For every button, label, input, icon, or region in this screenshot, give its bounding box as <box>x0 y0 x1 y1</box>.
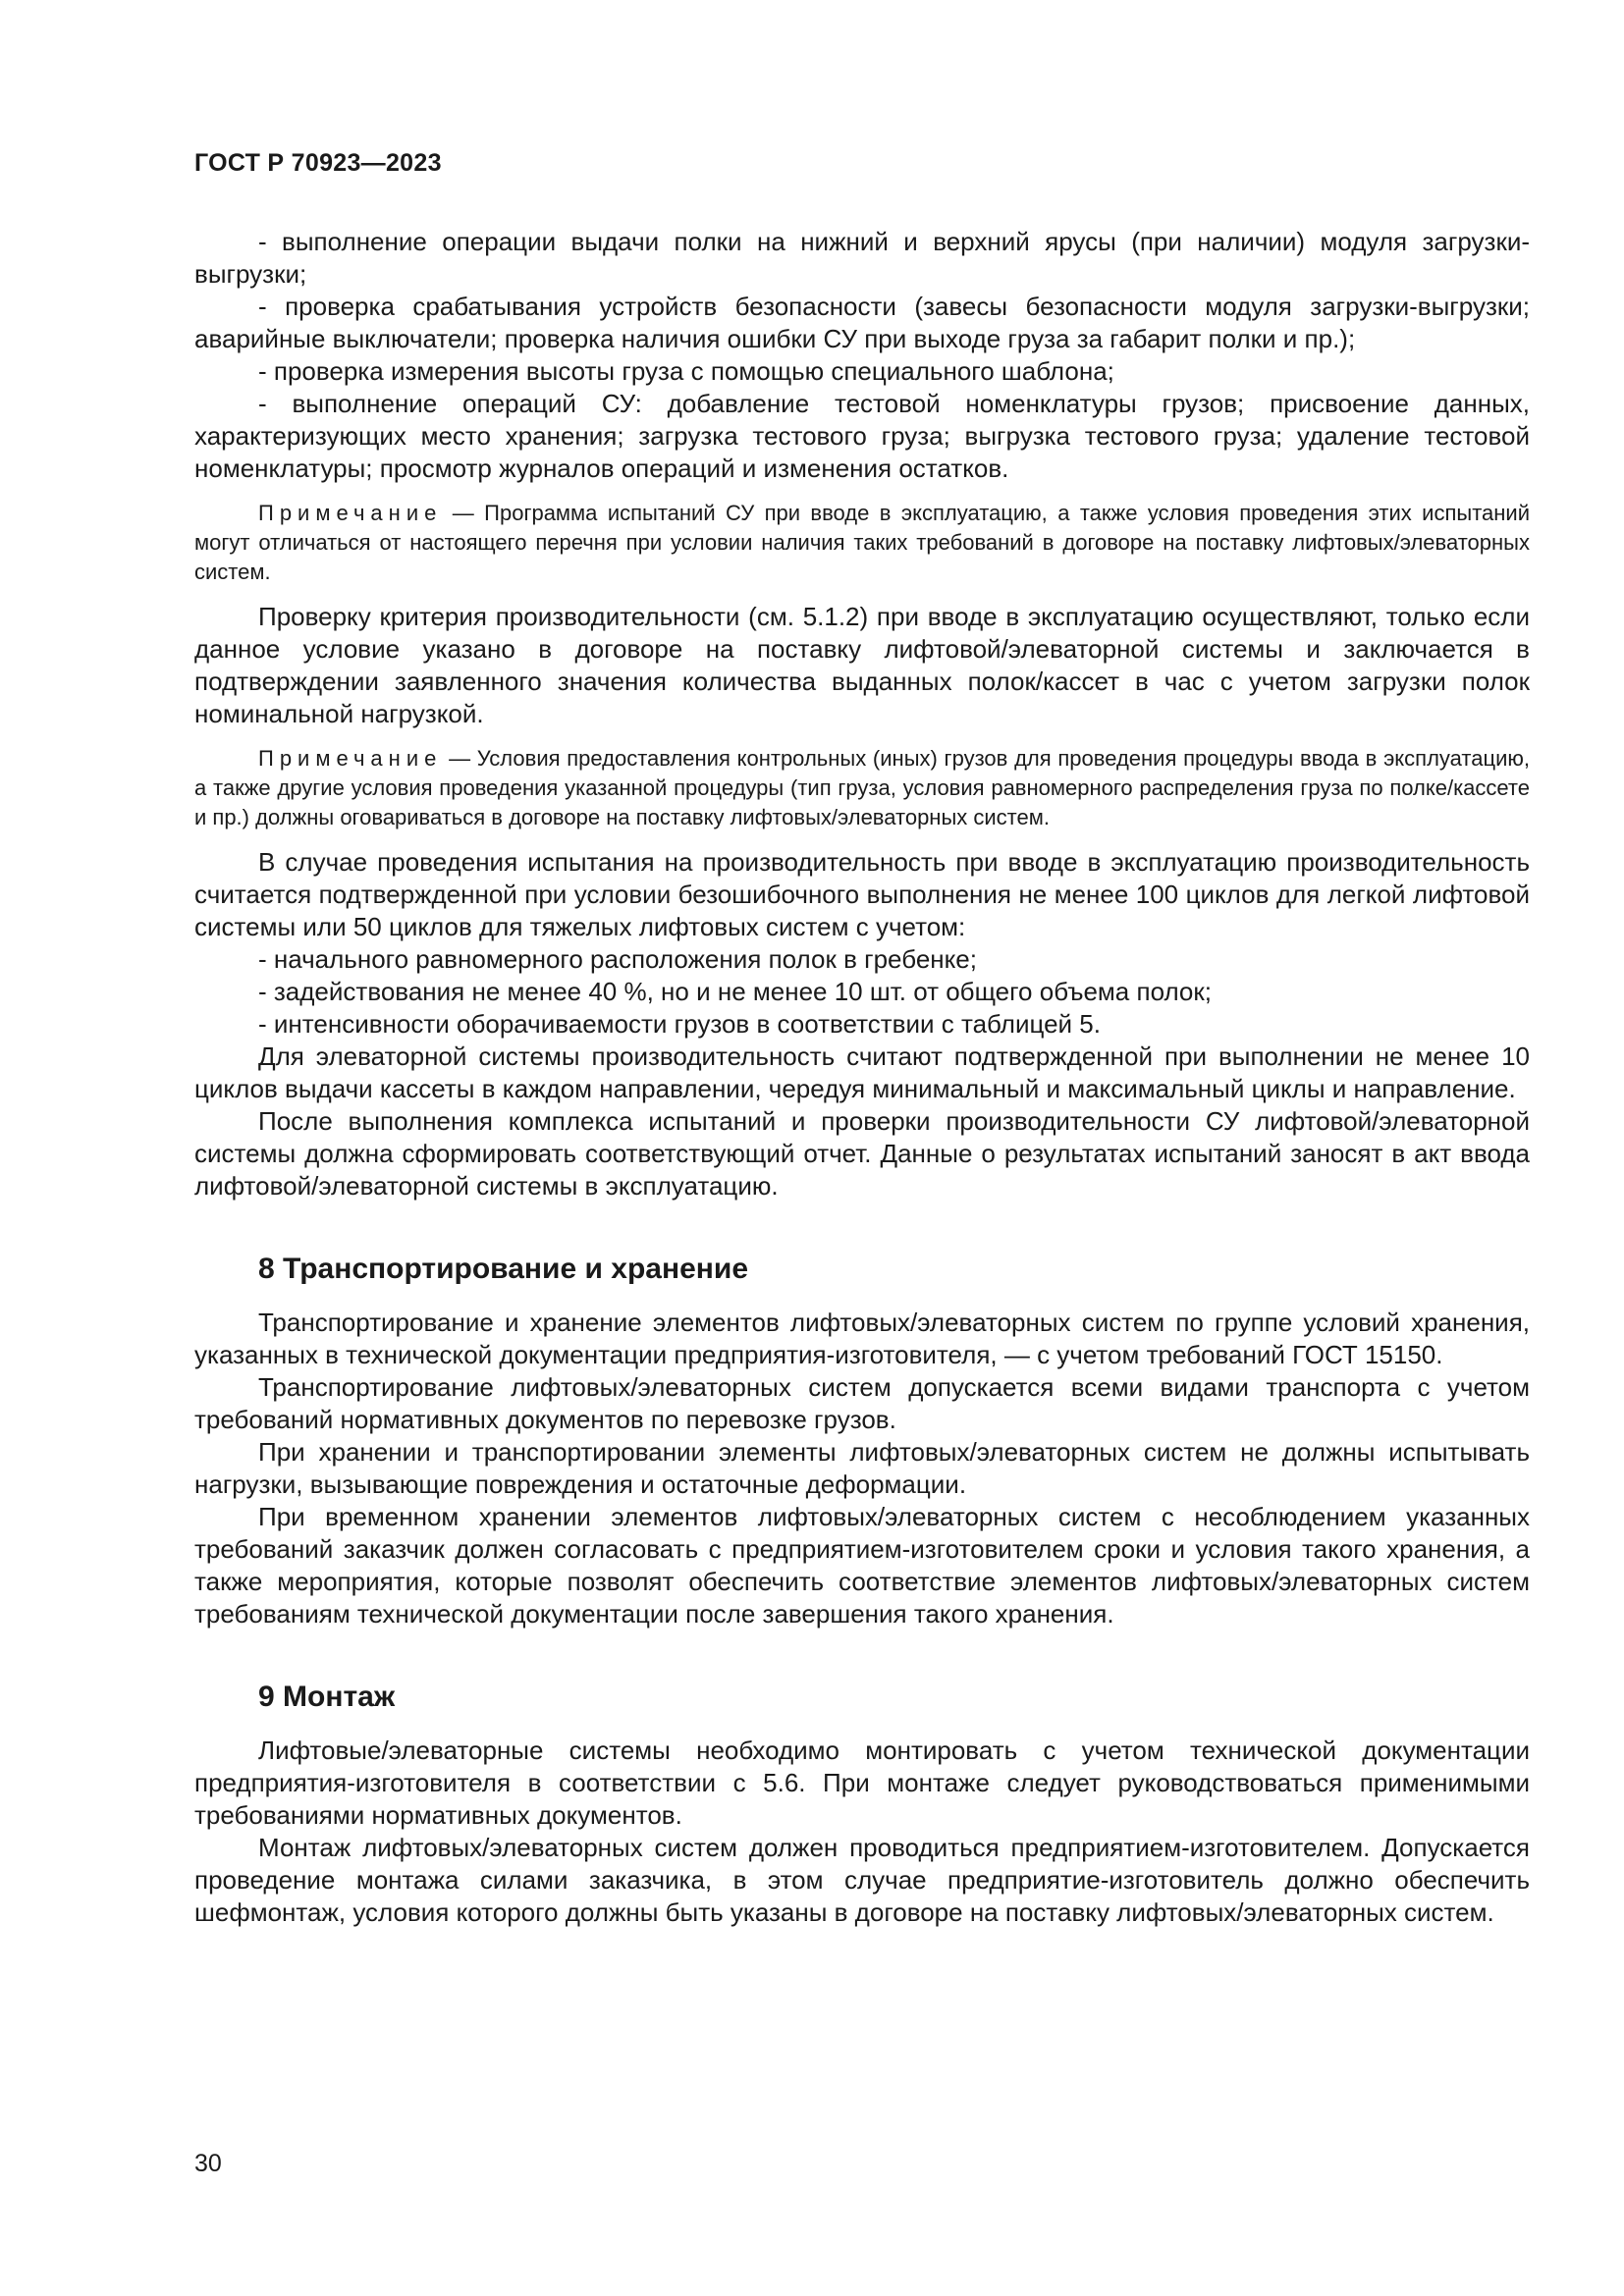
list-item: - проверка измерения высоты груза с помощью специального шаблона; <box>258 356 1114 386</box>
paragraph: При хранении и транспортировании элементы лифтовых/элеваторных систем не должны испытывать нагрузки, вызывающие повреждения и остаточные деформации. <box>194 1437 1530 1499</box>
document-body <box>194 226 1530 1929</box>
note-text: — Условия предоставления контрольных (иных) грузов для проведения процедуры ввода в эксплуатацию, а также другие условия проведения указанной процедуры (тип груза, условия равномерного распределения груза по полке/кассете и пр.) должны оговариваться в договоре на поставку лифтовых/элеваторных систем. <box>194 746 1530 829</box>
note-paragraph <box>194 499 1530 587</box>
list-item: - начального равномерного расположения полок в гребенке; <box>258 944 977 974</box>
list-item: - выполнение операции выдачи полки на нижний и верхний ярусы (при наличии) модуля загрузки-выгрузки; <box>194 227 1530 289</box>
section-title: 8 Транспортирование и хранение <box>258 1253 749 1285</box>
paragraph: Для элеваторной системы производительность считают подтвержденной при выполнении не менее 10 циклов выдачи кассеты в каждом направлении, чередуя минимальный и максимальный циклы и направление. <box>194 1041 1530 1103</box>
paragraph: Лифтовые/элеваторные системы необходимо монтировать с учетом технической документации предприятия-изготовителя в соответствии с 5.6. При монтаже следует руководствоваться применимыми требованиями нормативных документов. <box>194 1735 1530 1830</box>
list-item: - проверка срабатывания устройств безопасности (завесы безопасности модуля загрузки-выгрузки; аварийные выключатели; проверка наличия ошибки СУ при выходе груза за габарит полки и пр.); <box>194 292 1530 353</box>
note-text: — Программа испытаний СУ при вводе в эксплуатацию, а также условия проведения этих испытаний могут отличаться от настоящего перечня при условии наличия таких требований в договоре на поставку лифтовых/элеваторных систем. <box>194 501 1530 584</box>
paragraph: Проверку критерия производительности (см. 5.1.2) при вводе в эксплуатацию осуществляют, только если данное условие указано в договоре на поставку лифтовой/элеваторной системы и заключается в подтверждении заявленного значения количества выданных полок/кассет в час с учетом загрузки полок номинальной нагрузкой. <box>194 602 1530 728</box>
list-item: - выполнение операций СУ: добавление тестовой номенклатуры грузов; присвоение данных, характеризующих место хранения; загрузка тестового груза; выгрузка тестового груза; удаление тестовой номенклатуры; просмотр журналов операций и изменения остатков. <box>194 389 1530 483</box>
list-item: - интенсивности оборачиваемости грузов в соответствии с таблицей 5. <box>258 1009 1101 1039</box>
paragraph: Монтаж лифтовых/элеваторных систем должен проводиться предприятием-изготовителем. Допускается проведение монтажа силами заказчика, в этом случае предприятие-изготовитель должно обеспечить шефмонтаж, условия которого должны быть указаны в договоре на поставку лифтовых/элеваторных систем. <box>194 1833 1530 1927</box>
page-number: 30 <box>194 2150 222 2177</box>
paragraph: При временном хранении элементов лифтовых/элеваторных систем с несоблюдением указанных требований заказчик должен согласовать с предприятием-изготовителем сроки и условия такого хранения, а также мероприятия, которые позволят обеспечить соответствие элементов лифтовых/элеваторных систем требованиям технической документации после завершения такого хранения. <box>194 1502 1530 1629</box>
paragraph: После выполнения комплекса испытаний и проверки производительности СУ лифтовой/элеваторной системы должна сформировать соответствующий отчет. Данные о результатах испытаний заносят в акт ввода лифтовой/элеваторной системы в эксплуатацию. <box>194 1106 1530 1201</box>
list-item: - задействования не менее 40 %, но и не менее 10 шт. от общего объема полок; <box>258 977 1212 1006</box>
paragraph: Транспортирование и хранение элементов лифтовых/элеваторных систем по группе условий хранения, указанных в технической документации предприятия-изготовителя, — с учетом требований ГОСТ 15150. <box>194 1308 1530 1369</box>
document-header: ГОСТ Р 70923—2023 <box>194 149 442 177</box>
note-paragraph <box>194 744 1530 832</box>
note-label: Примечание <box>258 746 443 771</box>
paragraph: В случае проведения испытания на производительность при вводе в эксплуатацию производительность считается подтвержденной при условии безошибочного выполнения не менее 100 циклов для легкой лифтовой системы или 50 циклов для тяжелых лифтовых систем с учетом: <box>194 847 1530 941</box>
note-label: Примечание <box>258 501 443 525</box>
section-title: 9 Монтаж <box>258 1681 396 1713</box>
paragraph: Транспортирование лифтовых/элеваторных систем допускается всеми видами транспорта с учетом требований нормативных документов по перевозке грузов. <box>194 1372 1530 1434</box>
